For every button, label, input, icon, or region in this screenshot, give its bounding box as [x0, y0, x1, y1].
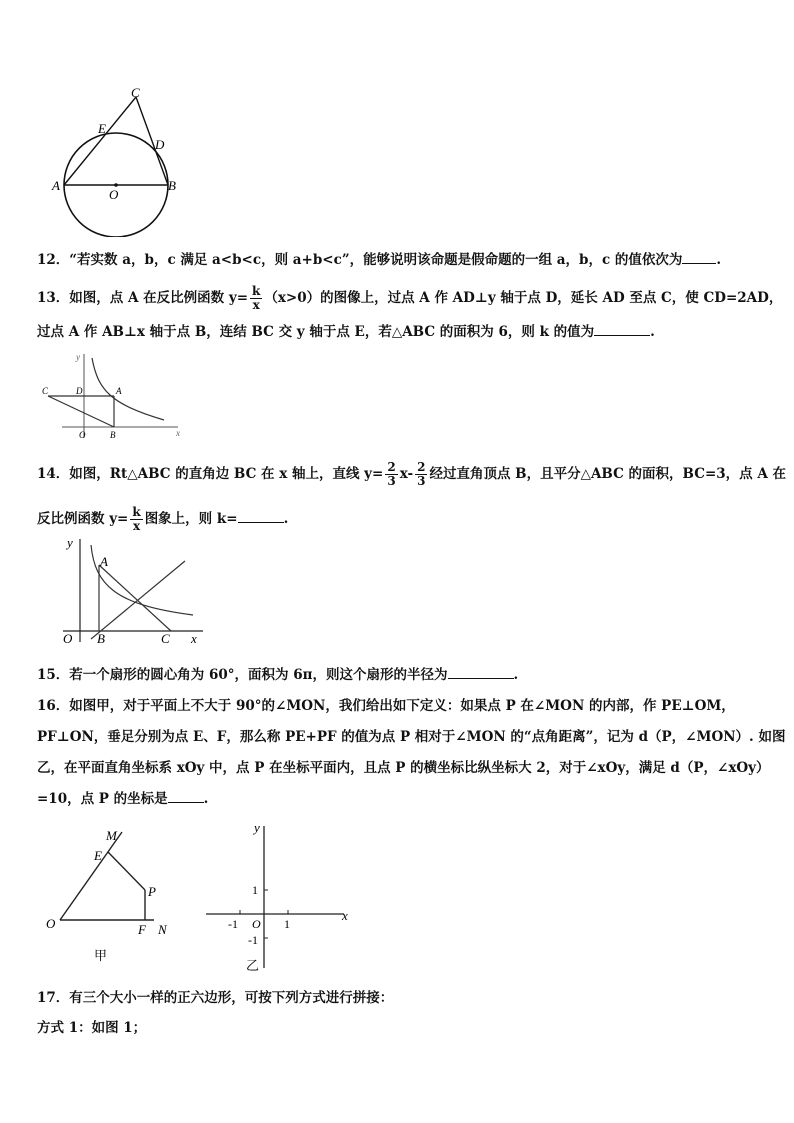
figure-16-yi — [202, 818, 354, 974]
segment-AC — [99, 565, 171, 631]
line-y-2-3x — [91, 561, 185, 639]
q14-part2: 经过直角顶点 B，且平分△ABC 的面积，BC=3，点 A 在 — [429, 466, 787, 482]
question-16-line2 — [37, 728, 785, 746]
label-y: y — [67, 535, 73, 550]
question-17-line1 — [37, 989, 393, 1007]
caption-yi: 乙 — [246, 958, 260, 973]
q16-line1: 16．如图甲，对于平面上不大于 90°的∠MON，我们给出如下定义：如果点 P 在∠MON 的内部，作 PE⊥OM， — [37, 698, 735, 714]
label-C: C — [42, 386, 49, 396]
q13-line2: 过点 A 作 AB⊥x 轴于点 B，连结 BC 交 y 轴于点 E，若△ABC 的面积为 6，则 k 的值为 — [37, 324, 595, 340]
figure-16-jia — [42, 826, 182, 966]
q13-part1: 13．如图，点 A 在反比例函数 y= — [37, 290, 249, 306]
q12-end: . — [716, 252, 722, 268]
label-B: B — [168, 178, 176, 193]
q16-line3: 乙，在平面直角坐标系 xOy 中，点 P 在坐标平面内，且点 P 的横坐标比纵坐标大 2，对于∠xOy，满足 d（P，∠xOy） — [37, 760, 770, 776]
answer-blank-12[interactable] — [682, 251, 716, 264]
q16-line2: PF⊥ON，垂足分别为点 E、F，那么称 PE+PF 的值为点 P 相对于∠MON 的“点角距离”，记为 d（P，∠MON）. 如图 — [37, 729, 786, 745]
segment-AC — [64, 97, 136, 185]
question-13-line1 — [37, 285, 782, 312]
question-14-line2 — [37, 506, 288, 533]
fraction-2-3-b — [415, 461, 427, 488]
ray-OM — [60, 832, 122, 920]
label-y: y — [254, 820, 260, 835]
q13-part2: （x>0）的图像上，过点 A 作 AD⊥y 轴于点 D，延长 AD 至点 C，使 CD=2AD， — [264, 290, 783, 306]
figure-circle-triangle — [48, 82, 188, 237]
segment-CB — [48, 396, 114, 427]
label-x: x — [176, 428, 180, 438]
label-A: A — [52, 178, 60, 193]
question-14-line1 — [37, 461, 786, 488]
q15-text: 15．若一个扇形的圆心角为 60°，面积为 6π，则这个扇形的半径为 — [37, 667, 448, 683]
fraction-2-3-a — [385, 461, 397, 488]
question-15 — [37, 666, 518, 684]
label-O: O — [63, 631, 73, 646]
label-P: P — [148, 884, 156, 899]
frac-denominator: x — [252, 298, 260, 312]
q17-line1: 17．有三个大小一样的正六边形，可按下列方式进行拼接： — [37, 990, 394, 1006]
q14-line2b: 图象上，则 k= — [144, 511, 238, 527]
figure-q13 — [40, 350, 185, 442]
q15-end: . — [513, 667, 519, 683]
frac-numerator: 2 — [387, 460, 396, 474]
label-x: x — [191, 631, 197, 646]
hyperbola — [92, 358, 164, 420]
q16-end: . — [203, 791, 209, 807]
label-B: B — [97, 631, 105, 646]
label-O: O — [109, 187, 119, 202]
label-C: C — [131, 85, 140, 100]
label-1x: 1 — [284, 917, 290, 931]
label-y: y — [76, 352, 80, 362]
fraction-k-over-x — [130, 506, 142, 533]
fraction-k-over-x — [250, 285, 262, 312]
label-M: M — [106, 828, 117, 843]
figure-q14 — [55, 535, 205, 647]
q16-line4: =10，点 P 的坐标是 — [37, 791, 168, 807]
label-neg1y: -1 — [248, 933, 258, 947]
question-17-line2 — [37, 1019, 146, 1037]
answer-blank-16[interactable] — [168, 790, 204, 803]
label-A: A — [100, 554, 108, 569]
frac-numerator: 2 — [417, 460, 426, 474]
q17-line2: 方式 1：如图 1； — [37, 1020, 147, 1036]
label-F: F — [138, 922, 146, 937]
answer-blank-14[interactable] — [238, 510, 284, 523]
q14-end: . — [283, 511, 289, 527]
question-16-line4 — [37, 790, 208, 808]
label-B: B — [110, 430, 116, 440]
frac-numerator: k — [252, 284, 261, 298]
label-x: x — [342, 908, 348, 923]
label-E: E — [94, 848, 102, 863]
frac-denominator: x — [132, 519, 141, 533]
frac-numerator: k — [132, 505, 141, 519]
label-O: O — [79, 430, 86, 440]
q14-line2a: 反比例函数 y= — [37, 511, 129, 527]
label-1y: 1 — [252, 883, 258, 897]
question-16-line3 — [37, 759, 769, 777]
question-13-line2 — [37, 323, 655, 341]
label-O: O — [46, 916, 56, 931]
label-O: O — [252, 917, 261, 931]
frac-denominator: 3 — [387, 474, 396, 488]
label-N: N — [158, 922, 167, 937]
label-neg1x: -1 — [228, 917, 238, 931]
label-A: A — [116, 386, 122, 396]
question-12 — [37, 251, 721, 269]
label-C: C — [161, 631, 170, 646]
q14-mid: x- — [399, 466, 414, 482]
question-16-line1 — [37, 697, 735, 715]
q14-part1: 14．如图，Rt△ABC 的直角边 BC 在 x 轴上，直线 y= — [37, 466, 384, 482]
caption-jia: 甲 — [94, 948, 108, 963]
frac-denominator: 3 — [417, 474, 426, 488]
q13-end: . — [650, 324, 655, 340]
q12-text: 12．“若实数 a，b，c 满足 a<b<c，则 a+b<c”，能够说明该命题是假命题的一组 a，b，c 的值依次为 — [37, 252, 683, 268]
label-D: D — [155, 137, 165, 152]
segment-EP — [108, 852, 145, 890]
label-E: E — [98, 121, 106, 136]
label-D: D — [76, 386, 83, 396]
answer-blank-13[interactable] — [594, 323, 650, 336]
answer-blank-15[interactable] — [448, 666, 514, 679]
